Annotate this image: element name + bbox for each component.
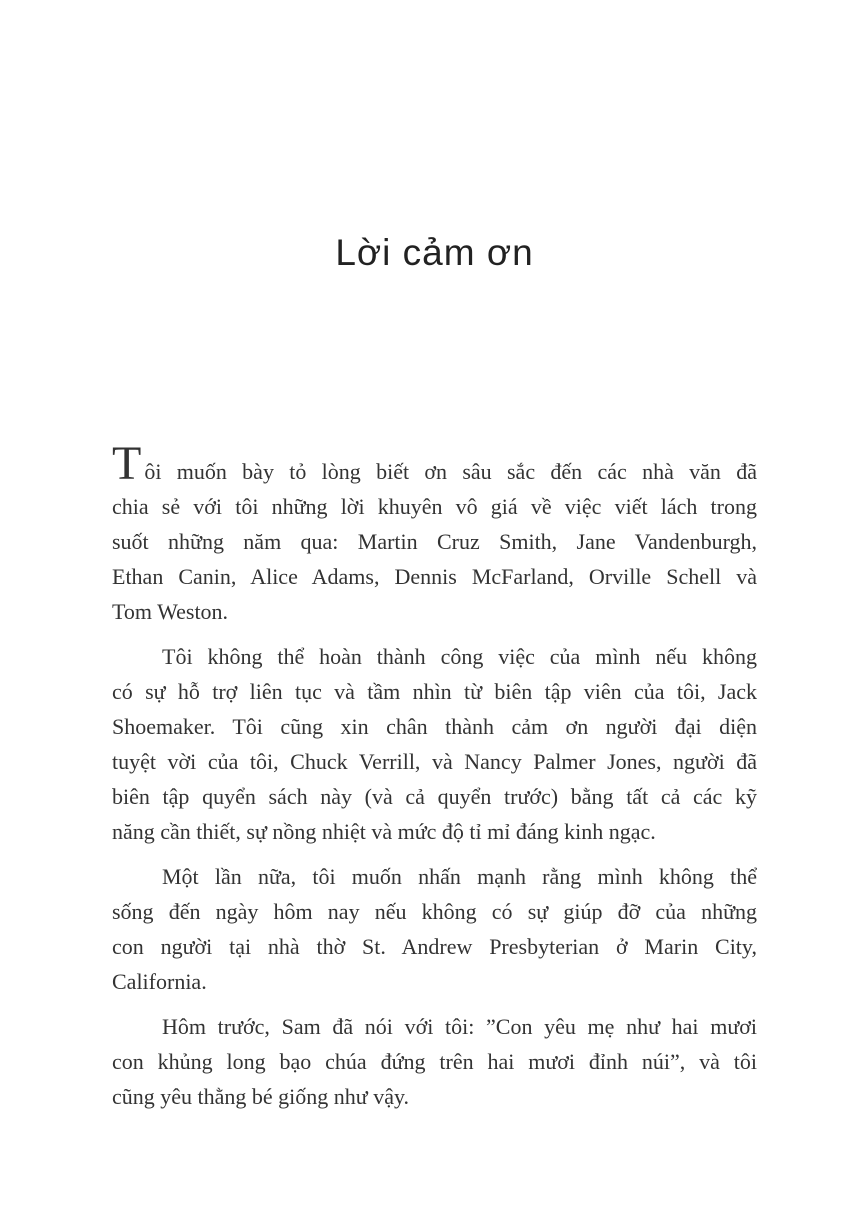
body-line: Một lần nữa, tôi muốn nhấn mạnh rằng mình không thể — [162, 864, 757, 889]
paragraph — [112, 437, 757, 629]
body-line: Ethan Canin, Alice Adams, Dennis McFarland, Orville Schell và — [112, 564, 757, 589]
body-line: Hôm trước, Sam đã nói với tôi: ”Con yêu mẹ như hai mươi — [162, 1014, 757, 1039]
body-line: ôi muốn bày tỏ lòng biết ơn sâu sắc đến các nhà văn đã — [144, 459, 757, 484]
body-line: California. — [112, 969, 207, 994]
body-line: cũng yêu thằng bé giống như vậy. — [112, 1084, 410, 1109]
body-line: Shoemaker. Tôi cũng xin chân thành cảm ơn người đại diện — [112, 714, 757, 739]
body-line: con khủng long bạo chúa đứng trên hai mươi đỉnh núi”, và tôi — [112, 1049, 757, 1074]
body-line: chia sẻ với tôi những lời khuyên vô giá về việc viết lách trong — [112, 494, 757, 519]
body-line: biên tập quyển sách này (và cả quyển trước) bằng tất cả các kỹ — [112, 784, 757, 809]
body-line: có sự hỗ trợ liên tục và tầm nhìn từ biên tập viên của tôi, Jack — [112, 679, 757, 704]
body-line: suốt những năm qua: Martin Cruz Smith, Jane Vandenburgh, — [112, 529, 757, 554]
body-line: năng cần thiết, sự nồng nhiệt và mức độ tỉ mỉ đáng kinh ngạc. — [112, 819, 656, 844]
body-line: sống đến ngày hôm nay nếu không có sự giúp đỡ của những — [112, 899, 757, 924]
body-line: Tom Weston. — [112, 599, 229, 624]
paragraph — [112, 639, 757, 849]
body-line: con người tại nhà thờ St. Andrew Presbyterian ở Marin City, — [112, 934, 757, 959]
drop-cap: T — [112, 437, 142, 490]
body-line: tuyệt vời của tôi, Chuck Verrill, và Nancy Palmer Jones, người đã — [112, 749, 757, 774]
body-line: Tôi không thể hoàn thành công việc của mình nếu không — [162, 644, 757, 669]
paragraph — [112, 1009, 757, 1114]
acknowledgments-text — [112, 437, 757, 1124]
paragraph — [112, 859, 757, 999]
page-title: Lời cảm ơn — [335, 231, 534, 273]
